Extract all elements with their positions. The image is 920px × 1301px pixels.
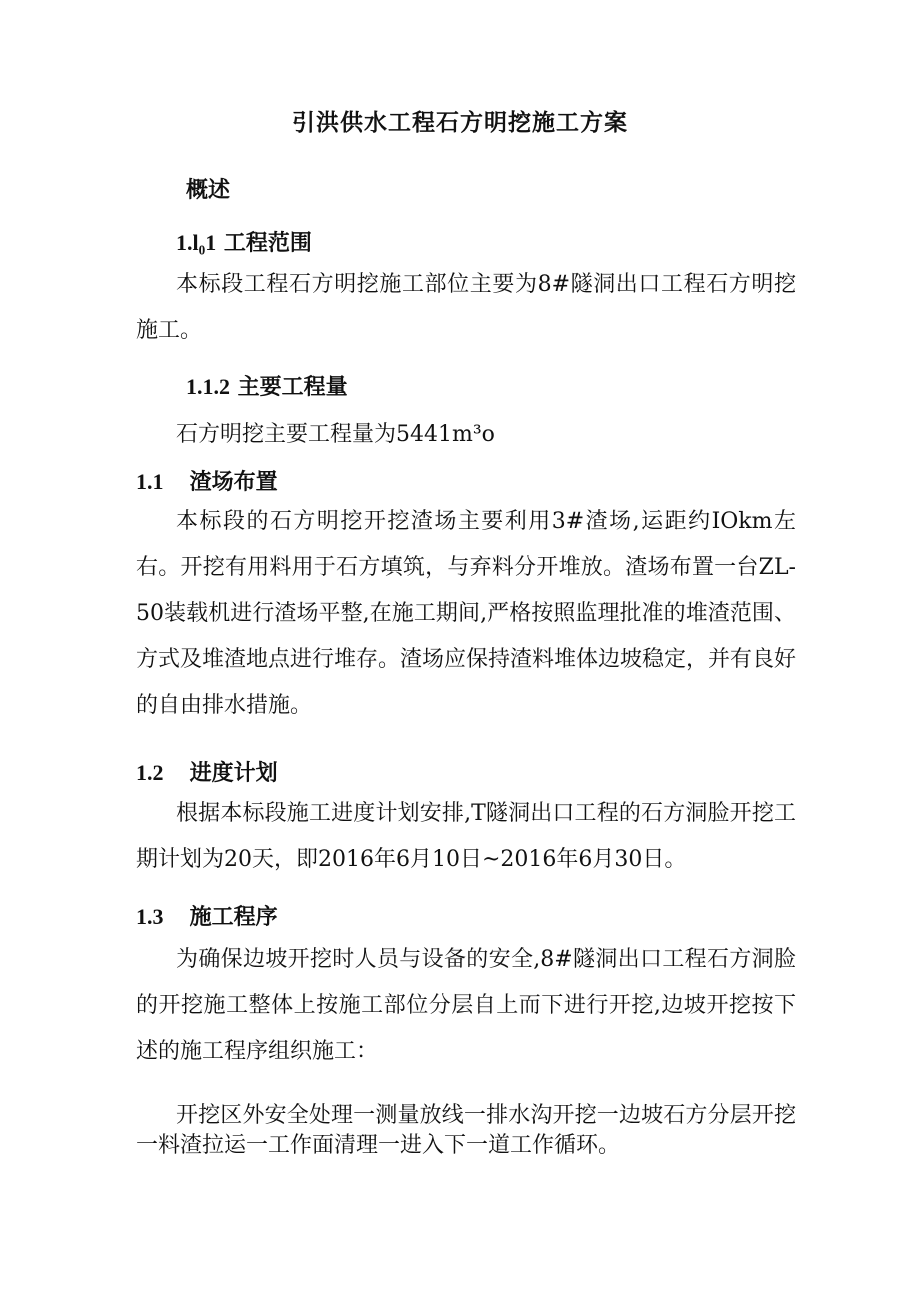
heading-1-1-1-text: 工程范围: [223, 230, 312, 256]
heading-1-2: [136, 756, 278, 787]
heading-1-2-number: 1.2: [136, 760, 164, 785]
heading-1-1-2: [186, 370, 348, 401]
heading-1-1-number: 1.1: [136, 469, 164, 494]
paragraph-flow: 开挖区外安全处理一测量放线一排水沟开挖一边坡石方分层开挖一料渣拉运一工作面清理一进入下一道工作循环。: [136, 1103, 796, 1158]
heading-1-1-1: [176, 226, 312, 257]
heading-1-3-number: 1.3: [136, 904, 164, 929]
heading-1-1-text: 渣场布置: [189, 469, 278, 495]
heading-1-3: [136, 900, 278, 931]
document-title: 引洪供水工程石方明挖施工方案: [292, 109, 628, 136]
paragraph-quantity: 石方明挖主要工程量为5441m³o: [176, 422, 495, 447]
heading-1-1-1-number: 1.l₀1: [176, 230, 217, 255]
heading-1-3-text: 施工程序: [189, 904, 278, 930]
paragraph-scope: 本标段工程石方明挖施工部位主要为8#隧洞出口工程石方明挖施工。: [136, 272, 796, 343]
heading-1-1-2-number: 1.1.2: [186, 374, 230, 399]
heading-overview: 概述: [186, 177, 231, 203]
heading-1-2-text: 进度计划: [189, 760, 278, 786]
paragraph-procedure: 为确保边坡开挖时人员与设备的安全,8#隧洞出口工程石方洞脸的开挖施工整体上按施工部位分层自上而下进行开挖,边坡开挖按下述的施工程序组织施工：: [136, 947, 796, 1064]
paragraph-dump-site: 本标段的石方明挖开挖渣场主要利用3#渣场,运距约IOkm左右。开挖有用料用于石方填筑，与弃料分开堆放。渣场布置一台ZL-50装载机进行渣场平整,在施工期间,严格按照监理批准的堆渣范围、方式及堆渣地点进行堆存。渣场应保持渣料堆体边坡稳定，并有良好的自由排水措施。: [136, 509, 797, 718]
paragraph-schedule: 根据本标段施工进度计划安排,T隧洞出口工程的石方洞脸开挖工期计划为20天，即2016年6月10日~2016年6月30日。: [136, 801, 796, 872]
heading-1-1: [136, 465, 278, 496]
heading-1-1-2-text: 主要工程量: [237, 374, 348, 400]
